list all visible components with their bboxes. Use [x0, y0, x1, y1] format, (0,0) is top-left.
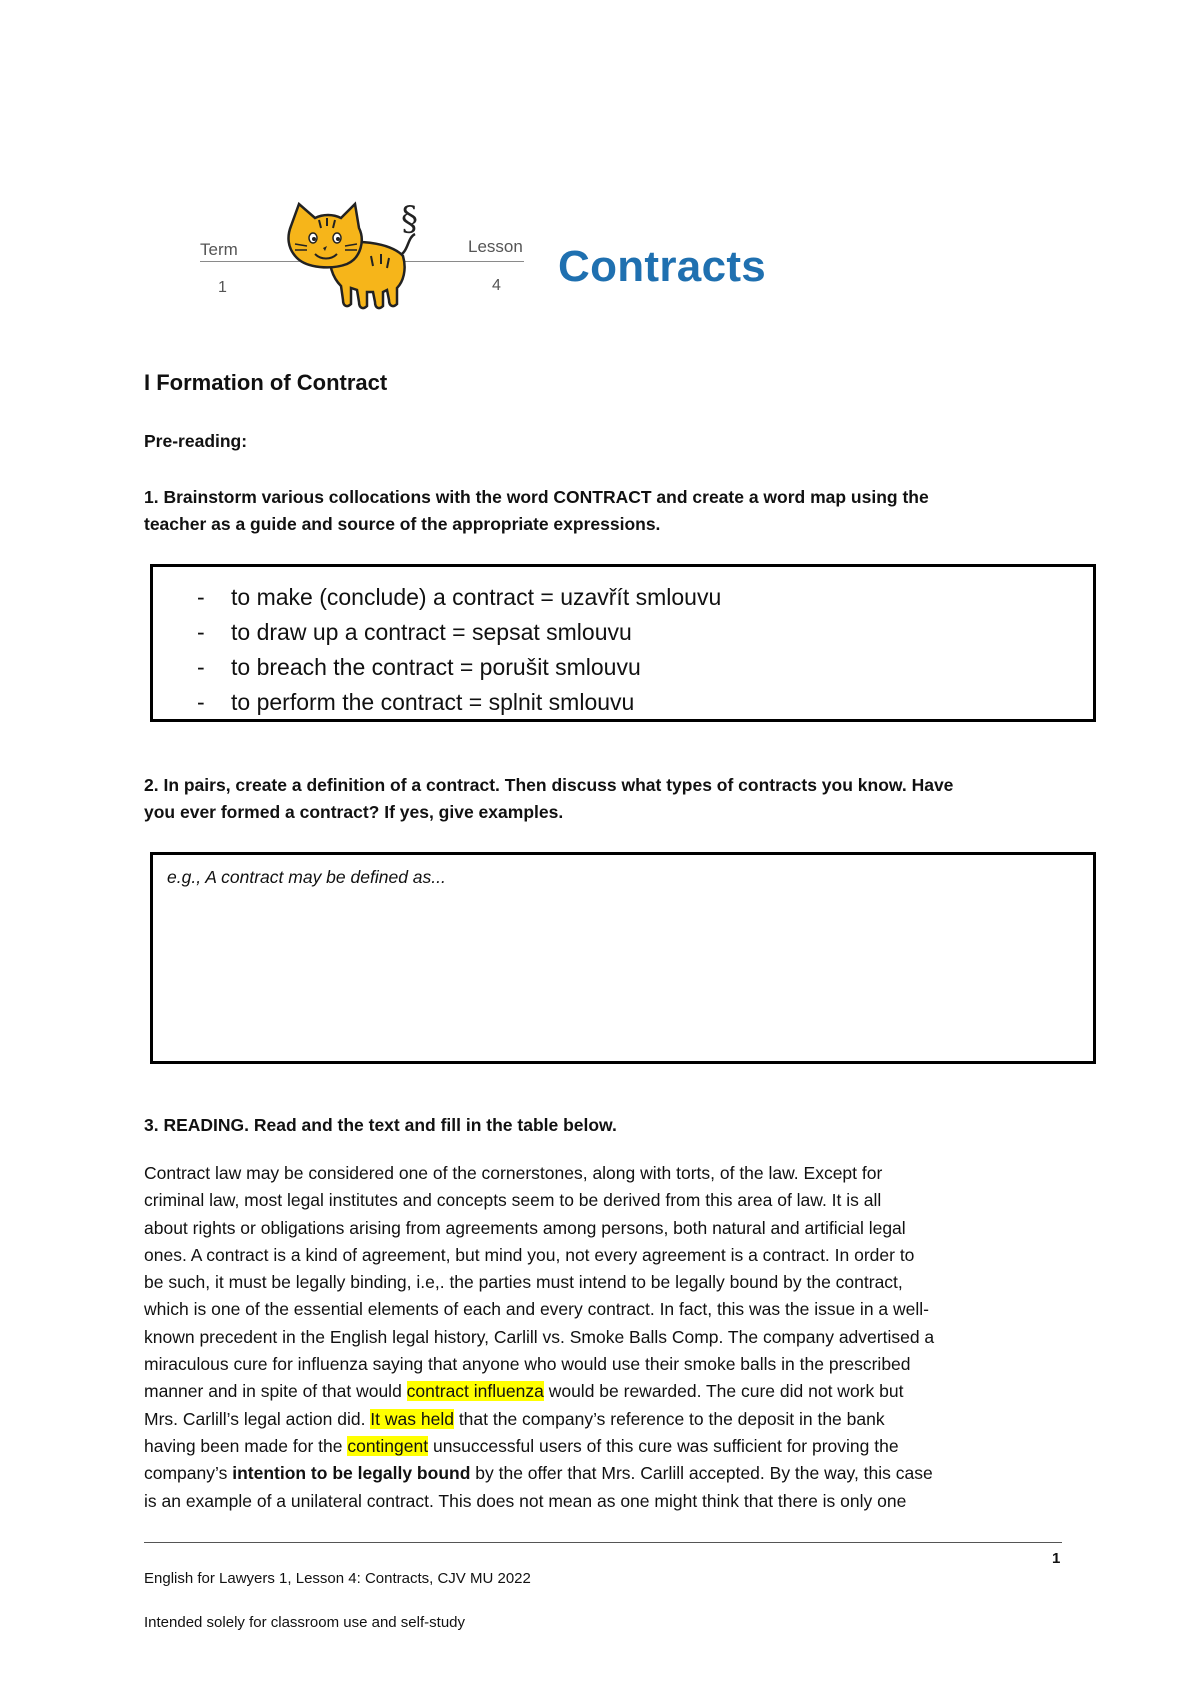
- task2-line-2: you ever formed a contract? If yes, give examples.: [144, 802, 564, 822]
- reading-line: be such, it must be legally binding, i.e,. the parties must intend to be legally bound by the contract,: [144, 1272, 903, 1293]
- reading-text: [144, 1160, 1064, 1515]
- definition-example: e.g., A contract may be defined as...: [167, 867, 446, 887]
- reading-line: manner and in spite of that would contract influenza would be rewarded. The cure did not work but: [144, 1381, 904, 1402]
- reading-line: company’s intention to be legally bound by the offer that Mrs. Carlill accepted. By the way, this case: [144, 1463, 933, 1484]
- task3-heading: 3. READING. Read and the text and fill in the table below.: [144, 1115, 617, 1135]
- section-symbol: §: [401, 199, 418, 239]
- collocations-list: [197, 580, 721, 720]
- term-number: 1: [218, 279, 227, 296]
- highlight-contingent: contingent: [347, 1435, 429, 1456]
- section-heading: I Formation of Contract: [144, 370, 388, 395]
- footer-note: Intended solely for classroom use and self-study: [144, 1614, 465, 1631]
- reading-line: Mrs. Carlill’s legal action did. It was held that the company’s reference to the deposit in the bank: [144, 1408, 885, 1429]
- reading-line: known precedent in the English legal history, Carlill vs. Smoke Balls Comp. The company advertised a: [144, 1326, 935, 1347]
- task1-line-1: 1. Brainstorm various collocations with the word CONTRACT and create a word map using the: [144, 487, 929, 507]
- footer-divider: [144, 1542, 1062, 1543]
- bold-intention-phrase: intention to be legally bound: [232, 1463, 471, 1484]
- reading-line: is an example of a unilateral contract. This does not mean as one might think that there is only one: [144, 1490, 907, 1511]
- lesson-header: [198, 196, 798, 326]
- pre-reading-label: Pre-reading:: [144, 431, 248, 451]
- reading-line: having been made for the contingent unsuccessful users of this cure was sufficient for proving the: [144, 1435, 899, 1456]
- reading-line: which is one of the essential elements of each and every contract. In fact, this was the issue in a well-: [144, 1299, 929, 1320]
- reading-line: ones. A contract is a kind of agreement, but mind you, not every agreement is a contract. In order to: [144, 1244, 915, 1265]
- collocation-item: - to perform the contract = splnit smlouvu: [197, 689, 635, 715]
- lesson-number: 4: [492, 277, 501, 294]
- task1-line-2: teacher as a guide and source of the appropriate expressions.: [144, 514, 661, 534]
- collocation-item: - to draw up a contract = sepsat smlouvu: [197, 619, 632, 645]
- reading-line: about rights or obligations arising from agreements among persons, both natural and artificial legal: [144, 1217, 906, 1238]
- highlight-it-was-held: It was held: [370, 1408, 454, 1429]
- definition-answer-box[interactable]: [150, 852, 1096, 1064]
- collocations-box: [150, 564, 1096, 722]
- reading-line: criminal law, most legal institutes and concepts seem to be derived from this area of law. It is all: [144, 1190, 882, 1211]
- lesson-label: Lesson: [468, 237, 523, 256]
- collocation-item: - to breach the contract = porušit smlouvu: [197, 654, 641, 680]
- footer-course: English for Lawyers 1, Lesson 4: Contracts, CJV MU 2022: [144, 1570, 531, 1587]
- cat-mascot-icon: [281, 196, 431, 321]
- page-number: 1: [1052, 1550, 1061, 1567]
- task2-line-1: 2. In pairs, create a definition of a contract. Then discuss what types of contracts you know. Have: [144, 775, 954, 795]
- term-label: Term: [200, 240, 238, 259]
- reading-line: miraculous cure for influenza saying that anyone who would use their smoke balls in the prescribed: [144, 1354, 911, 1375]
- highlight-contract-influenza: contract influenza: [406, 1381, 544, 1402]
- lesson-title: Contracts: [558, 242, 767, 291]
- collocation-item: - to make (conclude) a contract = uzavřít smlouvu: [197, 584, 722, 610]
- reading-line: Contract law may be considered one of the cornerstones, along with torts, of the law. Except for: [144, 1163, 883, 1183]
